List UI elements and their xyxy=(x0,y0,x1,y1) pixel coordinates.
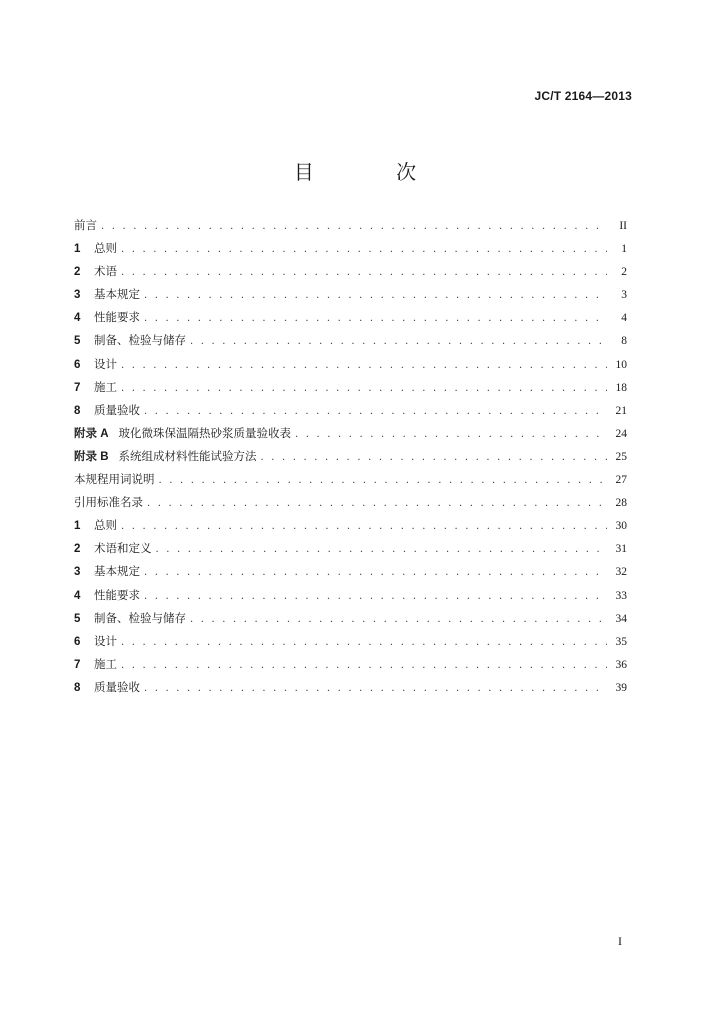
toc-entry-page: 1 xyxy=(621,243,627,256)
toc-entry-title: 前言 xyxy=(74,218,97,232)
toc-entry[interactable] xyxy=(74,610,627,633)
toc-entry-title: 制备、检验与储存 xyxy=(94,333,186,348)
toc-entry[interactable] xyxy=(74,240,627,263)
toc-dot-leader xyxy=(147,498,607,509)
toc-entry-page: 34 xyxy=(615,612,627,625)
toc-entry[interactable] xyxy=(74,633,627,656)
toc-entry-page: 36 xyxy=(615,658,627,671)
toc-entry[interactable] xyxy=(74,263,627,286)
toc-entry-page: 2 xyxy=(621,266,627,279)
toc-dot-leader xyxy=(121,267,607,278)
toc-entry-number: 3 xyxy=(74,289,81,302)
toc-entry-title: 术语 xyxy=(94,264,117,279)
toc-dot-leader xyxy=(156,544,608,555)
toc-entry-number: 5 xyxy=(74,335,81,348)
toc-entry-page: 3 xyxy=(621,289,627,302)
toc-entry[interactable] xyxy=(74,379,627,402)
toc-entry-number: 5 xyxy=(74,612,81,625)
toc-entry-title: 设计 xyxy=(94,356,117,371)
toc-entry-page: 4 xyxy=(621,312,627,325)
toc-entry-page: 8 xyxy=(621,335,627,348)
toc-entry-title: 基本规定 xyxy=(94,564,140,579)
standard-code: JC/T 2164—2013 xyxy=(534,89,632,103)
toc-entry[interactable] xyxy=(74,356,627,379)
toc-entry-title: 玻化微珠保温隔热砂浆质量验收表 xyxy=(118,425,291,440)
toc-entry-title: 施工 xyxy=(94,656,117,671)
toc-entry-number: 2 xyxy=(74,543,81,556)
toc-entry-number: 7 xyxy=(74,381,81,394)
toc-entry[interactable] xyxy=(74,448,627,471)
toc-entry-page: 35 xyxy=(615,635,627,648)
toc-entry[interactable] xyxy=(74,540,627,563)
page-number: I xyxy=(618,934,622,948)
toc-dot-leader xyxy=(101,221,607,232)
toc-dot-leader xyxy=(144,290,607,301)
toc-entry-title: 引用标准名录 xyxy=(74,495,143,510)
toc-dot-leader xyxy=(295,429,607,440)
toc-entry-number: 1 xyxy=(74,243,81,256)
toc-entry-number: 4 xyxy=(74,589,81,602)
table-of-contents xyxy=(74,217,627,702)
toc-dot-leader xyxy=(190,336,607,347)
toc-entry[interactable] xyxy=(74,402,627,425)
toc-entry-page: 31 xyxy=(615,543,627,556)
toc-entry-page: 28 xyxy=(615,497,627,510)
toc-dot-leader xyxy=(121,637,607,648)
toc-entry-title: 系统组成材料性能试验方法 xyxy=(118,448,257,463)
toc-entry[interactable] xyxy=(74,587,627,610)
toc-entry-page: 24 xyxy=(615,427,627,440)
toc-entry-number: 2 xyxy=(74,266,81,279)
toc-entry[interactable] xyxy=(74,517,627,540)
toc-dot-leader xyxy=(144,591,607,602)
toc-entry-title: 制备、检验与储存 xyxy=(94,610,186,625)
toc-entry-title: 性能要求 xyxy=(94,587,140,602)
toc-entry-title: 基本规定 xyxy=(94,287,140,302)
toc-entry[interactable] xyxy=(74,563,627,586)
toc-entry-page: 32 xyxy=(615,566,627,579)
toc-entry-page: 10 xyxy=(615,358,627,371)
toc-entry-page: 27 xyxy=(615,474,627,487)
toc-entry-number: 1 xyxy=(74,520,81,533)
toc-dot-leader xyxy=(144,313,607,324)
toc-entry-title: 施工 xyxy=(94,379,117,394)
toc-dot-leader xyxy=(159,475,608,486)
toc-entry-page: 18 xyxy=(615,381,627,394)
toc-dot-leader xyxy=(190,614,607,625)
toc-entry[interactable] xyxy=(74,471,627,494)
toc-entry-title: 质量验收 xyxy=(94,402,140,417)
toc-entry-page: 21 xyxy=(615,404,627,417)
toc-entry[interactable] xyxy=(74,425,627,448)
toc-dot-leader xyxy=(121,383,607,394)
toc-entry-title: 本规程用词说明 xyxy=(74,472,155,487)
toc-dot-leader xyxy=(121,521,607,532)
toc-entry[interactable] xyxy=(74,679,627,702)
toc-entry-number: 6 xyxy=(74,635,81,648)
toc-entry[interactable] xyxy=(74,286,627,309)
toc-entry-number: 附录 A xyxy=(74,427,109,440)
toc-entry[interactable] xyxy=(74,656,627,679)
toc-entry-number: 6 xyxy=(74,358,81,371)
toc-entry-number: 7 xyxy=(74,658,81,671)
toc-entry-number: 3 xyxy=(74,566,81,579)
toc-dot-leader xyxy=(121,660,607,671)
toc-entry-title: 总则 xyxy=(94,518,117,533)
toc-dot-leader xyxy=(121,360,607,371)
toc-entry-page: 39 xyxy=(615,681,627,694)
toc-entry[interactable] xyxy=(74,217,627,240)
toc-entry-page: 25 xyxy=(615,450,627,463)
toc-dot-leader xyxy=(144,567,607,578)
toc-entry-title: 性能要求 xyxy=(94,310,140,325)
toc-entry-number: 4 xyxy=(74,312,81,325)
toc-dot-leader xyxy=(144,683,607,694)
toc-entry-number: 8 xyxy=(74,404,81,417)
toc-entry-page: 33 xyxy=(615,589,627,602)
toc-entry[interactable] xyxy=(74,309,627,332)
toc-entry[interactable] xyxy=(74,494,627,517)
toc-entry-title: 总则 xyxy=(94,241,117,256)
toc-entry-number: 8 xyxy=(74,681,81,694)
toc-entry-title: 术语和定义 xyxy=(94,541,152,556)
toc-entry-title: 设计 xyxy=(94,633,117,648)
toc-entry-page: 30 xyxy=(615,520,627,533)
page-title: 目 次 xyxy=(293,160,455,184)
toc-dot-leader xyxy=(121,244,607,255)
toc-dot-leader xyxy=(144,406,607,417)
toc-entry-number: 附录 B xyxy=(74,450,109,463)
toc-dot-leader xyxy=(261,452,608,463)
toc-entry-page: II xyxy=(619,220,627,232)
toc-entry-title: 质量验收 xyxy=(94,679,140,694)
toc-entry[interactable] xyxy=(74,332,627,355)
